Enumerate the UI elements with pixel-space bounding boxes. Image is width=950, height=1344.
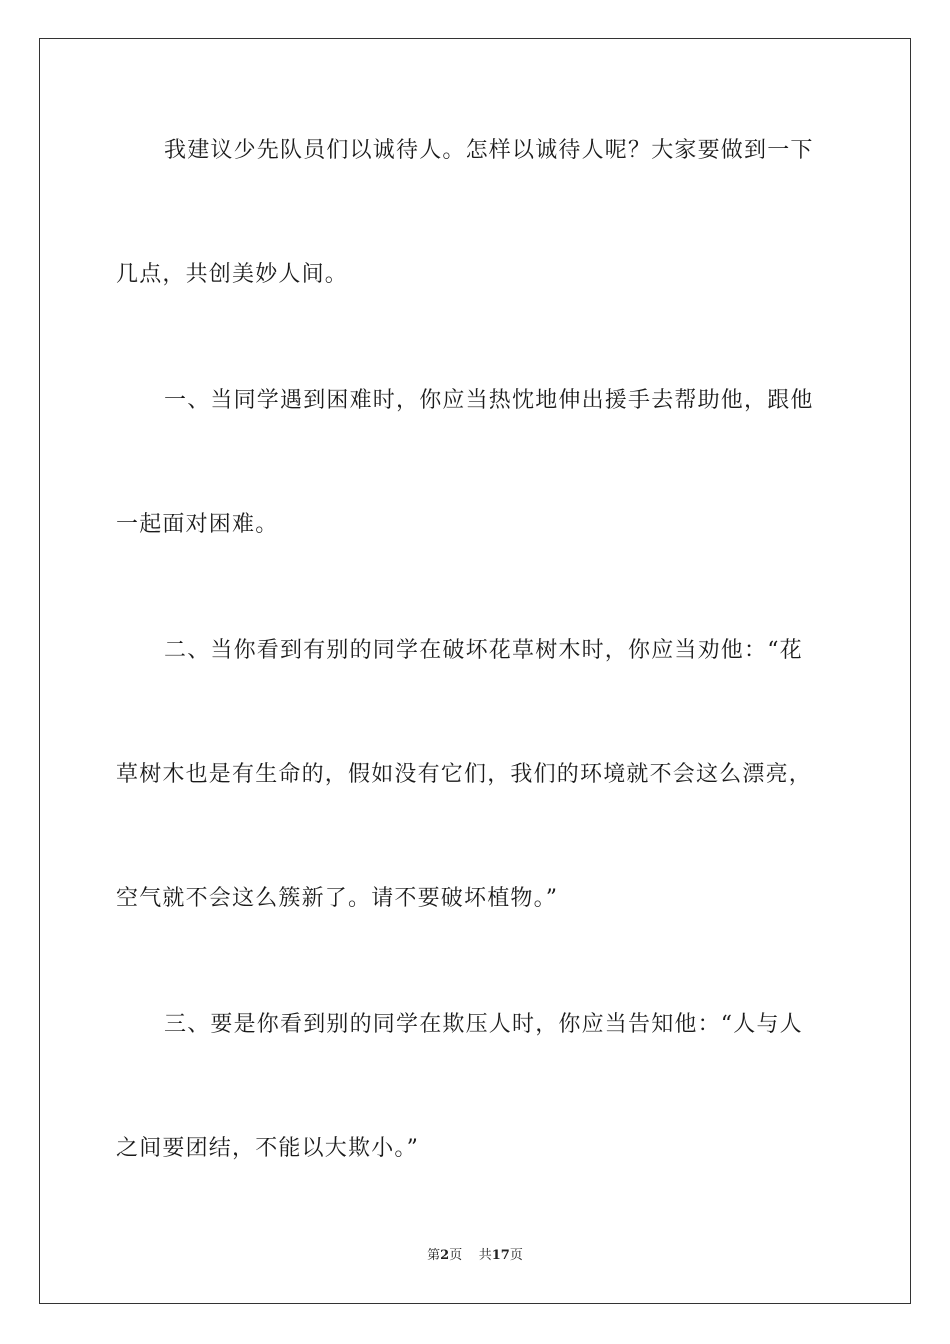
paragraph-2-line-2: 一起面对困难。 [116,512,279,537]
paragraph-1-line-1: 我建议少先队员们以诚待人。怎样以诚待人呢？大家要做到一下 [164,138,814,163]
footer-total-prefix: 共 [478,1248,492,1263]
page-footer [0,1246,950,1266]
paragraph-4-line-1: 三、要是你看到别的同学在欺压人时，你应当告知他：“人与人 [164,1012,803,1037]
paragraph-1-line-2: 几点，共创美妙人间。 [116,262,349,287]
footer-page-number: 2 [440,1248,450,1263]
paragraph-4-line-2: 之间要团结，不能以大欺小。” [116,1136,420,1161]
page-border [39,38,911,1304]
footer-total-suffix: 页 [509,1248,523,1263]
footer-total-pages: 17 [491,1248,510,1263]
paragraph-2-line-1: 一、当同学遇到困难时，你应当热忱地伸出援手去帮助他，跟他 [164,388,814,413]
paragraph-3-line-2: 草树木也是有生命的，假如没有它们，我们的环境就不会这么漂亮， [116,762,813,787]
paragraph-3-line-3: 空气就不会这么簇新了。请不要破坏植物。” [116,886,559,911]
footer-page-prefix: 第 [427,1248,441,1263]
footer-page-suffix: 页 [449,1248,463,1263]
paragraph-3-line-1: 二、当你看到有别的同学在破坏花草树木时，你应当劝他：“花 [164,638,803,663]
